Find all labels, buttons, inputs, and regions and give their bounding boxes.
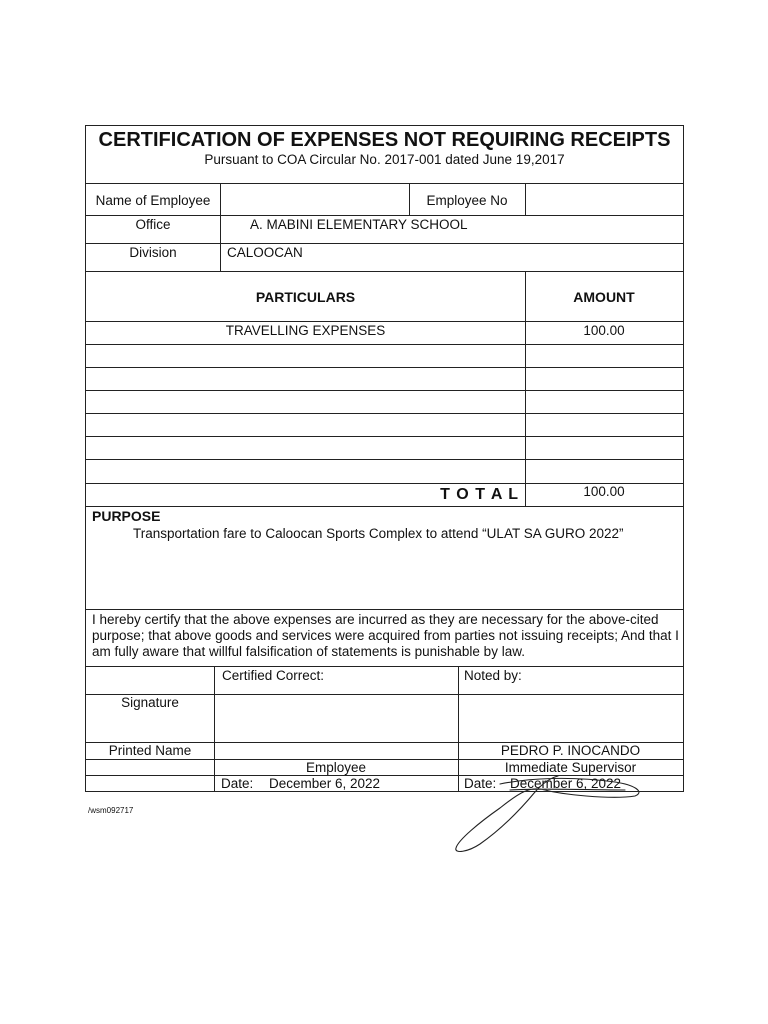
office-label: Office xyxy=(135,217,171,232)
amount-header: AMOUNT xyxy=(573,289,635,305)
handwritten-signature xyxy=(440,760,650,855)
form-code: /wsm092717 xyxy=(88,806,134,815)
office-value: A. MABINI ELEMENTARY SCHOOL xyxy=(250,217,468,232)
form-title: CERTIFICATION OF EXPENSES NOT REQUIRING RECEIPTS xyxy=(98,129,671,151)
employee-role: Employee xyxy=(305,760,367,775)
employee-name-label: Name of Employee xyxy=(95,193,211,208)
printed-name-label: Printed Name xyxy=(108,743,192,758)
certification-statement: I hereby certify that the above expenses are incurred as they are necessary for the above-cited purpose; that above goods and services were acquired from parties not issuing receipts; And that I am fully aware that willful falsification of statements is punishable by law. xyxy=(92,612,679,659)
total-label: T O T A L xyxy=(440,486,519,503)
division-label: Division xyxy=(129,245,177,260)
noted-by-label: Noted by: xyxy=(464,668,522,683)
form-subtitle: Pursuant to COA Circular No. 2017-001 dated June 19,2017 xyxy=(204,152,565,167)
purpose-text: Transportation fare to Caloocan Sports Complex to attend “ULAT SA GURO 2022” xyxy=(133,526,624,541)
employee-number-label: Employee No xyxy=(426,193,508,208)
particular-row-1: TRAVELLING EXPENSES xyxy=(225,323,386,338)
amount-row-1: 100.00 xyxy=(583,323,625,338)
certified-correct-label: Certified Correct: xyxy=(222,668,325,683)
signature-label: Signature xyxy=(121,695,179,710)
date-supervisor: December 6, 2022 xyxy=(510,776,622,791)
date-label-employee: Date: xyxy=(221,776,254,791)
supervisor-name: PEDRO P. INOCANDO xyxy=(500,743,641,758)
certification-form xyxy=(85,125,684,792)
particulars-header: PARTICULARS xyxy=(255,289,356,305)
supervisor-role: Immediate Supervisor xyxy=(504,760,637,775)
date-label-supervisor: Date: xyxy=(464,776,497,791)
date-employee: December 6, 2022 xyxy=(269,776,381,791)
total-value: 100.00 xyxy=(583,484,625,499)
purpose-label: PURPOSE xyxy=(92,508,161,524)
division-value: CALOOCAN xyxy=(227,245,303,260)
